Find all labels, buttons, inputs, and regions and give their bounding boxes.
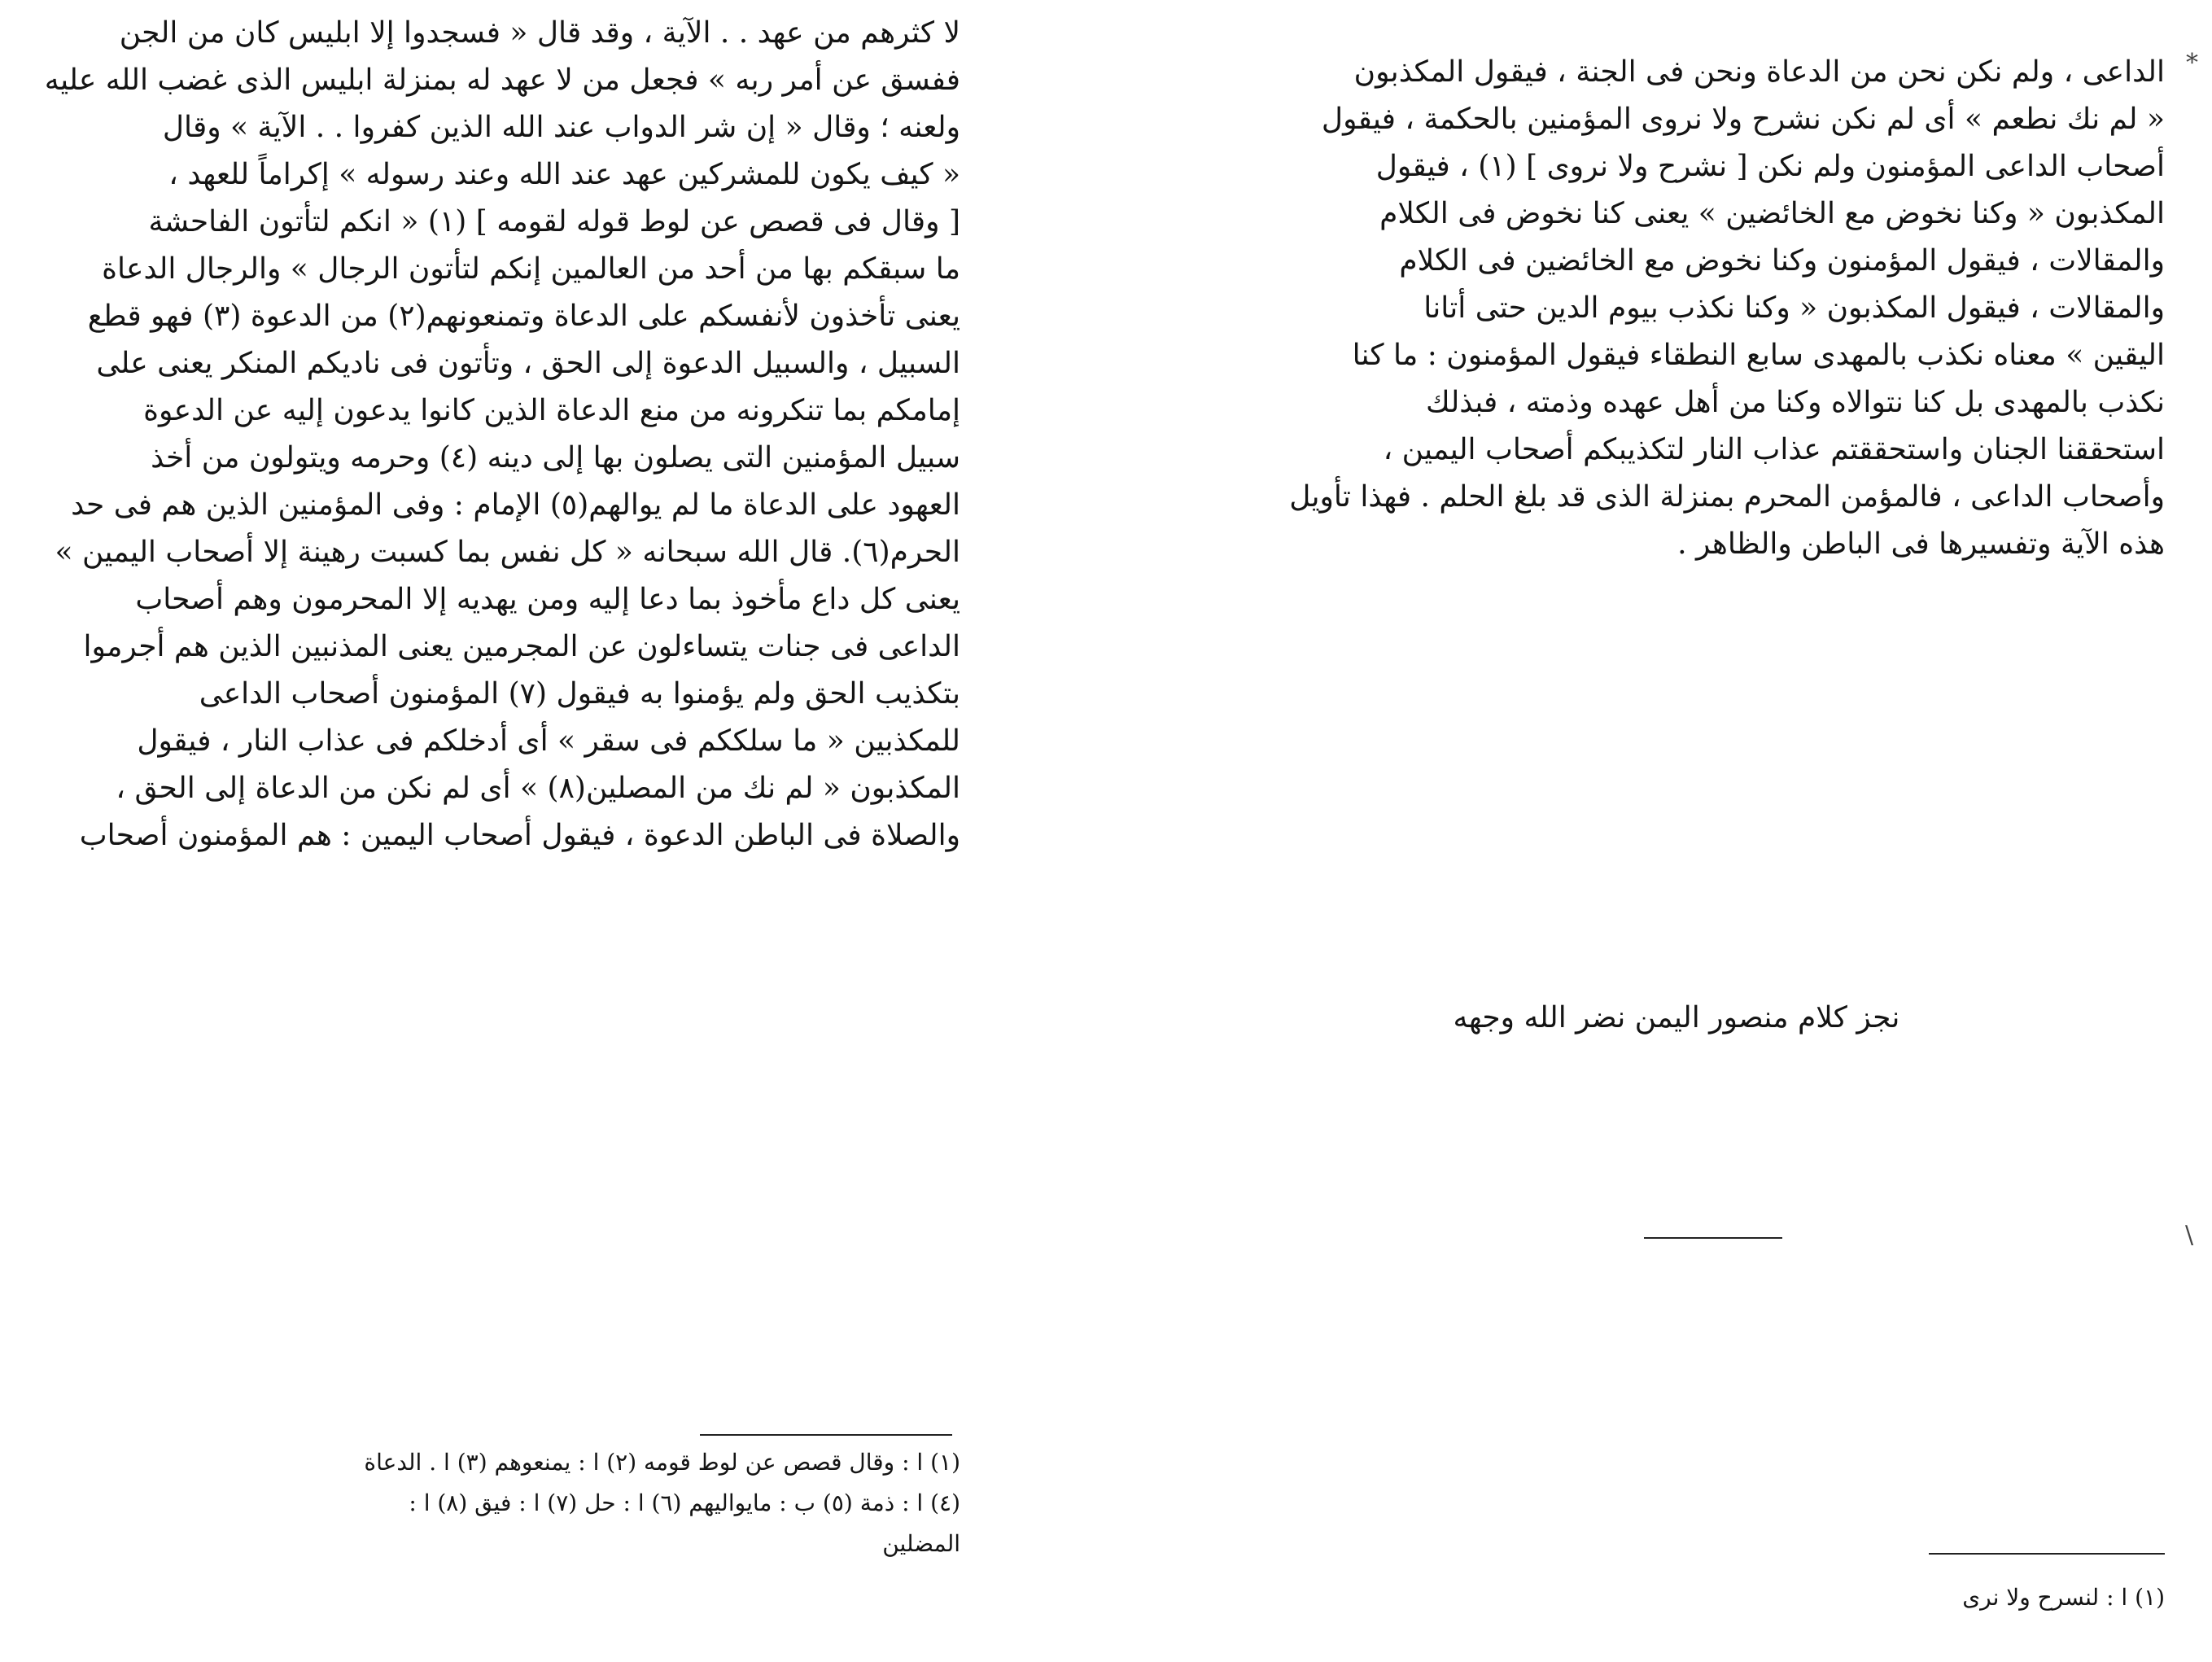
right-body-line: استحققنا الجنان واستحققتم عذاب النار لتكذيبكم أصحاب اليمين ، — [1383, 433, 2165, 466]
right-body-line: والمقالات ، فيقول المؤمنون وكنا نخوض مع الخائضين فى الكلام — [1399, 244, 2165, 278]
left-body-line: يعنى تأخذون لأنفسكم على الدعاة وتمنعونهم(٢) من الدعوة (٣) فهو قطع — [87, 300, 960, 333]
left-body-line: العهود على الدعاة ما لم يوالهم(٥) الإمام : وفى المؤمنين الذين هم فى حد — [71, 488, 960, 522]
footnote-line: (٤) ا : ذمة (٥) ب : مايواليهم (٦) ا : حل (٧) ا : فيق (٨) ا : — [409, 1489, 960, 1516]
margin-asterisk: * — [2186, 49, 2198, 77]
left-body-line: الحرم(٦). قال الله سبحانه « كل نفس بما كسبت رهينة إلا أصحاب اليمين » — [55, 536, 960, 569]
right-body-line: اليقين » معناه نكذب بالمهدى سابع النطقاء فيقول المؤمنون : ما كنا — [1352, 339, 2165, 372]
left-body-line: سبيل المؤمنين التى يصلون بها إلى دينه (٤) وحرمه ويتولون من أخذ — [151, 441, 960, 475]
left-body-line: للمكذبين « ما سلككم فى سقر » أى أدخلكم فى عذاب النار ، فيقول — [137, 724, 960, 758]
footnote-line: (١) ا : وقال قصص عن لوط قومه (٢) ا : يمنعوهم (٣) ا . الدعاة — [364, 1449, 960, 1476]
left-body-line: بتكذيب الحق ولم يؤمنوا به فيقول (٧) المؤمنون أصحاب الداعى — [199, 677, 960, 711]
right-body-line: وأصحاب الداعى ، فالمؤمن المحرم بمنزلة الذى قد بلغ الحلم . فهذا تأويل — [1289, 480, 2165, 514]
right-body-line: الداعى ، ولم نكن نحن من الدعاة ونحن فى الجنة ، فيقول المكذبون — [1353, 55, 2165, 89]
margin-tick: \ — [2185, 1221, 2194, 1249]
left-body-line: « كيف يكون للمشركين عهد عند الله وعند رسوله » إكراماً للعهد ، — [168, 158, 960, 191]
left-page — [0, 0, 977, 1662]
right-body-line: المكذبون « وكنا نخوض مع الخائضين » يعنى كنا نخوض فى الكلام — [1379, 197, 2165, 230]
left-body-line: [ وقال فى قصص عن لوط قوله لقومه ] (١) « انكم لتأتون الفاحشة — [148, 205, 960, 238]
footnote-separator — [1929, 1553, 2165, 1555]
left-footnotes — [16, 1442, 960, 1564]
left-body-line: يعنى كل داع مأخوذ بما دعا إليه ومن يهديه إلا المحرمون وهم أصحاب — [135, 583, 960, 616]
left-body-line: السبيل ، والسبيل الدعوة إلى الحق ، وتأتون فى ناديكم المنكر يعنى على — [96, 347, 960, 380]
right-body-line: أصحاب الداعى المؤمنون ولم نكن [ نشرح ولا نروى ] (١) ، فيقول — [1375, 150, 2165, 183]
right-body-line: والمقالات ، فيقول المكذبون « وكنا نكذب بيوم الدين حتى أتانا — [1423, 291, 2165, 325]
left-body-line: ما سبقكم بها من أحد من العالمين إنكم لتأتون الرجال » والرجال الدعاة — [102, 252, 960, 286]
right-body-line: هذه الآية وتفسيرها فى الباطن والظاهر . — [1677, 527, 2165, 561]
left-body-line: لا كثرهم من عهد . . الآية ، وقد قال « فسجدوا إلا ابليس كان من الجن — [119, 16, 960, 50]
right-body-line: نكذب بالمهدى بل كنا نتوالاه وكنا من أهل عهده وذمته ، فبذلك — [1425, 386, 2165, 419]
left-body-line: الداعى فى جنات يتساءلون عن المجرمين يعنى المذنبين الذين هم أجرموا — [83, 630, 960, 663]
colophon: نجز كلام منصور اليمن نضر الله وجهه — [1453, 1001, 1900, 1034]
left-page-body — [16, 10, 960, 859]
left-body-line: إمامكم بما تنكرونه من منع الدعاة الذين كانوا يدعون إليه عن الدعوة — [143, 394, 960, 427]
footnote-line: المضلين — [882, 1530, 960, 1557]
left-body-line: والصلاة فى الباطن الدعوة ، فيقول أصحاب اليمين : هم المؤمنون أصحاب — [79, 819, 960, 852]
right-page-body — [1188, 49, 2165, 568]
footnote-separator — [700, 1434, 952, 1436]
right-page — [1139, 0, 2212, 1662]
footnote-line: (١) ا : لنسرح ولا نرى — [1962, 1584, 2165, 1611]
right-body-line: « لم نك نطعم » أى لم نكن نشرح ولا نروى المؤمنين بالحكمة ، فيقول — [1321, 103, 2165, 136]
section-divider — [1644, 1237, 1782, 1239]
left-body-line: ولعنه ؛ وقال « إن شر الدواب عند الله الذين كفروا . . الآية » وقال — [162, 111, 960, 144]
right-footnotes — [1188, 1577, 2165, 1618]
left-body-line: ففسق عن أمر ربه » فجعل من لا عهد له بمنزلة ابليس الذى غضب الله عليه — [44, 63, 960, 97]
left-body-line: المكذبون « لم نك من المصلين(٨) » أى لم نكن من الدعاة إلى الحق ، — [116, 772, 960, 805]
